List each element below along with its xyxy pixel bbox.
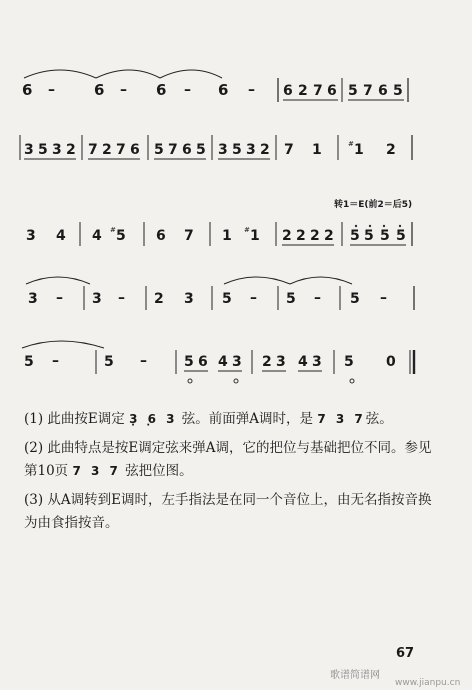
- page-number: 67: [396, 646, 415, 661]
- dash: –: [184, 82, 191, 98]
- score-row-1: [22, 70, 408, 102]
- svg-text:2: 2: [296, 228, 306, 244]
- svg-text:5: 5: [104, 354, 114, 370]
- svg-text:–: –: [380, 290, 387, 306]
- svg-text:5: 5: [380, 228, 390, 244]
- svg-text:1: 1: [354, 142, 364, 158]
- svg-text:–: –: [52, 353, 59, 369]
- svg-text:3: 3: [312, 354, 322, 370]
- svg-text:2: 2: [310, 228, 320, 244]
- svg-text:1: 1: [312, 142, 322, 158]
- score-row-3: [26, 222, 412, 246]
- svg-text:5: 5: [350, 291, 360, 307]
- svg-text:–: –: [140, 353, 147, 369]
- svg-text:5: 5: [116, 228, 126, 244]
- note: 6: [94, 81, 105, 99]
- score-row-4: [26, 277, 414, 310]
- watermark-url: www.jianpu.cn: [395, 678, 461, 688]
- measure: [282, 228, 334, 245]
- svg-text:7: 7: [88, 142, 98, 158]
- svg-text:–: –: [250, 290, 257, 306]
- svg-text:4: 4: [218, 354, 228, 370]
- note: 6: [156, 81, 167, 99]
- svg-text:5: 5: [184, 354, 194, 370]
- dash: –: [120, 82, 127, 98]
- svg-text:7: 7: [168, 142, 178, 158]
- svg-text:6: 6: [283, 83, 293, 99]
- explanatory-notes: [24, 408, 444, 541]
- svg-text:5: 5: [364, 228, 374, 244]
- note-3: (3) 从A调转到E调时，左手指法是在同一个音位上，由无名指按音换为由食指按音。: [24, 492, 432, 531]
- measure: [348, 83, 404, 100]
- svg-text:7: 7: [313, 83, 323, 99]
- svg-text:2: 2: [102, 142, 112, 158]
- svg-text:6: 6: [378, 83, 388, 99]
- svg-text:5: 5: [344, 354, 354, 370]
- svg-text:3: 3: [92, 291, 102, 307]
- svg-text:3: 3: [232, 354, 242, 370]
- svg-text:3: 3: [24, 142, 34, 158]
- svg-text:5: 5: [396, 228, 406, 244]
- svg-text:5: 5: [24, 354, 34, 370]
- note-1: (1) 此曲按E调定 3 6 3 · · 弦。前面弹A调时，是 7 3 7弦。: [24, 408, 444, 431]
- svg-text:–: –: [118, 290, 125, 306]
- dash: –: [48, 82, 55, 98]
- svg-text:1: 1: [250, 228, 260, 244]
- svg-text:5: 5: [154, 142, 164, 158]
- svg-text:7: 7: [363, 83, 373, 99]
- svg-text:3: 3: [184, 291, 194, 307]
- measure: [218, 142, 270, 159]
- svg-text:5: 5: [393, 83, 403, 99]
- modulation-label: 转1＝E(前2＝后5): [334, 200, 413, 210]
- svg-text:#: #: [244, 226, 250, 234]
- svg-text:7: 7: [284, 142, 294, 158]
- svg-text:4: 4: [298, 354, 308, 370]
- svg-text:3: 3: [218, 142, 228, 158]
- measure: [24, 142, 76, 159]
- dash: –: [248, 82, 255, 98]
- svg-text:7: 7: [116, 142, 126, 158]
- svg-text:3: 3: [276, 354, 286, 370]
- measure: [154, 142, 206, 159]
- svg-text:5: 5: [196, 142, 206, 158]
- svg-text:3: 3: [52, 142, 62, 158]
- svg-text:2: 2: [386, 142, 396, 158]
- svg-text:5: 5: [222, 291, 232, 307]
- svg-text:–: –: [56, 290, 63, 306]
- svg-text:2: 2: [324, 228, 334, 244]
- svg-text:6: 6: [130, 142, 140, 158]
- svg-text:#: #: [110, 226, 116, 234]
- svg-text:5: 5: [232, 142, 242, 158]
- score-row-5: [22, 341, 414, 374]
- svg-text:2: 2: [282, 228, 292, 244]
- svg-text:4: 4: [92, 228, 102, 244]
- svg-text:6: 6: [182, 142, 192, 158]
- svg-text:–: –: [314, 290, 321, 306]
- svg-text:4: 4: [56, 228, 66, 244]
- svg-text:3: 3: [28, 291, 38, 307]
- measure: [262, 354, 322, 371]
- measure: [283, 83, 338, 100]
- measure: [350, 228, 406, 245]
- svg-text:2: 2: [298, 83, 308, 99]
- svg-text:3: 3: [246, 142, 256, 158]
- measure: [184, 354, 242, 371]
- svg-text:0: 0: [386, 354, 396, 370]
- svg-text:5: 5: [286, 291, 296, 307]
- watermark: 歌谱简谱网: [330, 670, 380, 681]
- svg-text:6: 6: [198, 354, 208, 370]
- svg-text:5: 5: [348, 83, 358, 99]
- svg-text:2: 2: [154, 291, 164, 307]
- svg-text:5: 5: [38, 142, 48, 158]
- svg-text:#: #: [348, 140, 354, 148]
- svg-text:2: 2: [260, 142, 270, 158]
- svg-text:7: 7: [184, 228, 194, 244]
- svg-text:2: 2: [66, 142, 76, 158]
- note: 6: [218, 81, 229, 99]
- svg-text:2: 2: [262, 354, 272, 370]
- svg-text:3: 3: [26, 228, 36, 244]
- measure: [88, 142, 140, 159]
- note-2: (2) 此曲特点是按E调定弦来弹A调，它的把位与基础把位不同。参见第10页 7 3 7 弦把位图。: [24, 440, 432, 479]
- score-row-2: [20, 135, 412, 160]
- svg-text:1: 1: [222, 228, 232, 244]
- svg-text:6: 6: [156, 228, 166, 244]
- note: 6: [22, 81, 33, 99]
- svg-text:6: 6: [327, 83, 337, 99]
- svg-text:5: 5: [350, 228, 360, 244]
